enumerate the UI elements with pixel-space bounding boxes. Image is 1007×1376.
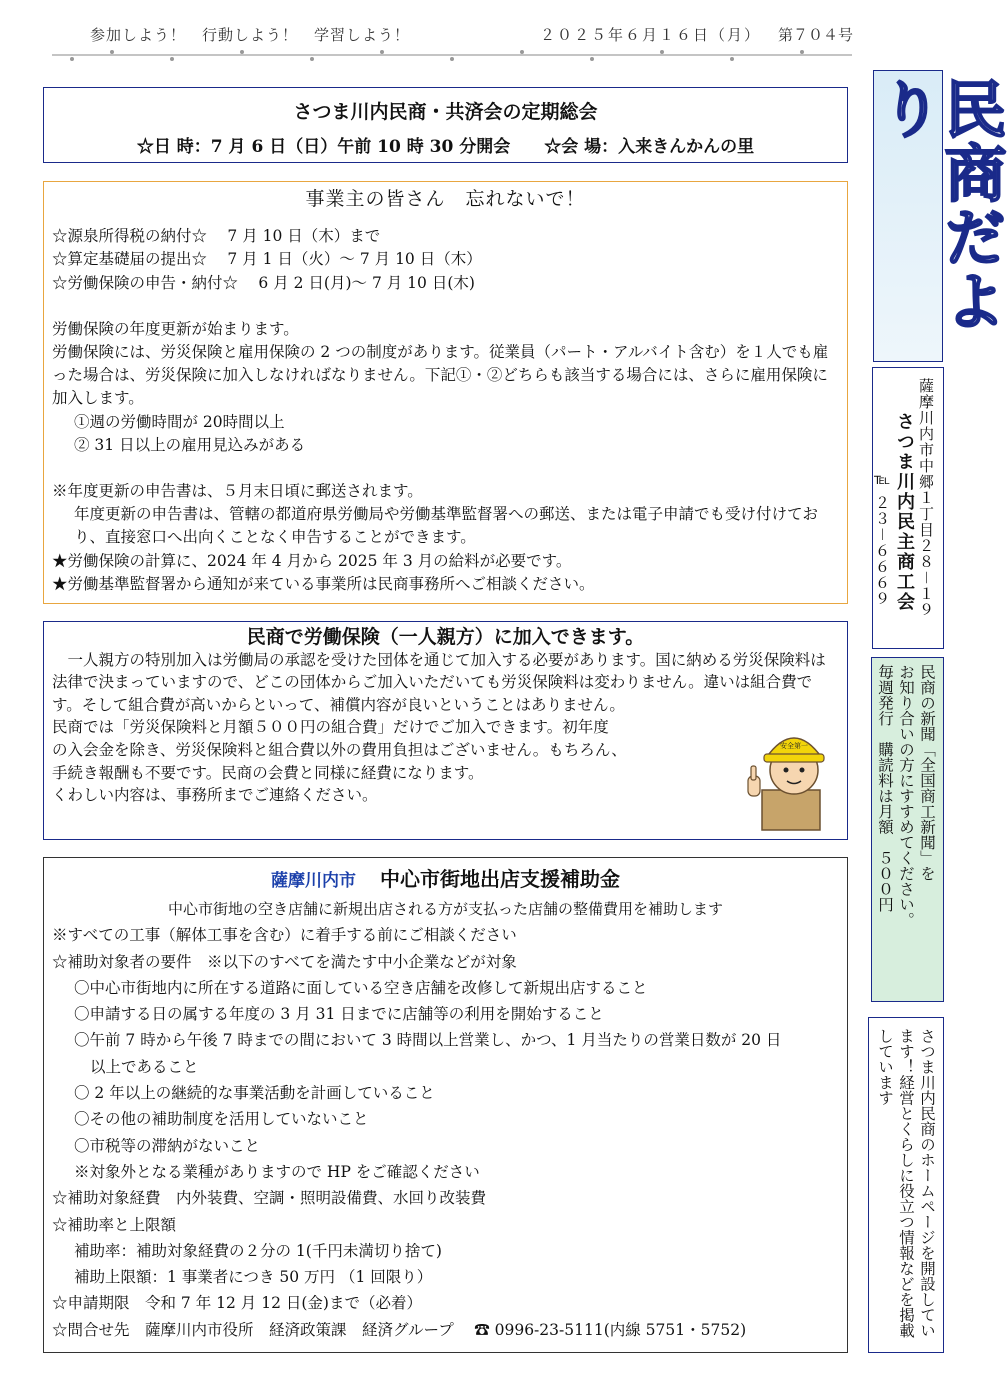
subsidy-box <box>43 857 848 1353</box>
condition-2: ② 31 日以上の雇用見込みがある <box>74 435 306 454</box>
deadline-item: ☆労働保険の申告・納付☆ 6 月 2 日(月)～ 7 月 10 日(木) <box>52 273 475 292</box>
requirement-item: 〇午前 7 時から午後 7 時までの間において 3 時間以上営業し、かつ、1 月当たりの営業日数が 20 日 <box>74 1031 782 1050</box>
worker-mascot-icon <box>742 718 837 830</box>
header-date: ２０２５年６月１６日（月） <box>540 26 762 44</box>
renewal-start: 労働保険の年度更新が始まります。 <box>52 319 299 338</box>
renewal-note-1: ※年度更新の申告書は、５月末日頃に郵送されます。 <box>52 482 423 501</box>
homepage-box <box>868 1017 944 1353</box>
insurance-title: 民商で労働保険（一人親方）に加入できます。 <box>246 626 645 648</box>
requirement-note: ※対象外となる業種がありますので HP をご確認ください <box>74 1162 480 1181</box>
subsidy-deadline: ☆申請期限 令和 7 年 12 月 12 日(金)まで（必着） <box>52 1294 422 1313</box>
condition-1: ①週の労働時間が 20時間以上 <box>74 412 285 431</box>
subsidy-heading <box>52 864 839 896</box>
requirement-item-cont: 以上であること <box>90 1057 199 1076</box>
renewal-note-2: 年度更新の申告書は、管轄の都道府県労働局や労働基準監督署への郵送、または電子申請でも受け付けており、直接窓口へ出向くことなく申告することができます。 <box>74 505 819 547</box>
address-box <box>872 367 944 649</box>
star-note-1: ★労働保険の計算に、2024 年 4 月から 2025 年 3 月の給料が必要です。 <box>52 551 572 570</box>
subsidy-title: 中心市街地出店支援補助金 <box>380 867 620 891</box>
subsidy-expenses: ☆補助対象経費 内外装費、空調・照明設備費、水回り改装費 <box>52 1189 487 1208</box>
deadline-item: ☆源泉所得税の納付☆ 7 月 10 日（木）まで <box>52 227 381 246</box>
newspaper-line-1: 民商の新聞「全国商工新聞」を <box>918 664 936 881</box>
subsidy-rate: 補助率：補助対象経費の２分の 1(千円未満切り捨て) <box>74 1241 442 1260</box>
newspaper-box <box>871 657 944 1002</box>
org-name: さつま川内民主商工会 <box>894 412 915 612</box>
header-slogan: 参加しよう！ 行動しよう！ 学習しよう！ <box>90 26 411 44</box>
insurance-para-2a: 民商では「労災保険料と月額５００円の組合費」だけでご加入できます。初年度 <box>52 718 609 737</box>
insurance-para-2b: の入会金を除き、労災保険料と組合費以外の費用負担はございません。もちろん、 <box>52 740 627 759</box>
mascot-label: 安全第一 <box>780 742 808 750</box>
insurance-box <box>43 621 848 840</box>
renewal-body: 労働保険には、労災保険と雇用保険の 2 つの制度があります。従業員（パート・アルバイト含む）を１人でも雇った場合は、労災保険に加入しなければなりません。下記①・②どちらも該当する場合には、さらに雇用保険に加入します。 <box>52 343 829 408</box>
requirement-item: 〇中心市街地内に所在する道路に面している空き店舗を改修して新規出店すること <box>74 978 648 997</box>
address-text: 薩摩川内市中郷１丁目２８－１９ <box>917 378 935 619</box>
insurance-para-2c: 手続き報酬も不要です。民商の会費と同様に経費になります。 <box>52 763 484 782</box>
header-issue: 第７０４号 <box>778 26 854 44</box>
newspaper-line-2: お知り合いの方にすすめてください。 <box>897 664 915 928</box>
homepage-text: さつま川内民商のホームページを開設しています！経営とくらしに役立つ情報などを掲載しています <box>876 1028 936 1338</box>
subsidy-subtitle: 中心市街地の空き店舗に新規出店される方が支払った店舗の整備費用を補助します <box>167 900 723 918</box>
insurance-para-1: 一人親方の特別加入は労働局の承認を受けた団体を通じて加入する必要があります。国に納める労災保険料は法律で決まっていますので、どこの団体からご加入いただいても労災保険料は変わりません。違いは組合費です。そして組合費が高いからといって、補償内容が良いということはありません。 <box>52 650 826 714</box>
newspaper-text <box>874 664 937 994</box>
meeting-box <box>43 87 848 163</box>
requirement-item: 〇その他の補助制度を活用していないこと <box>74 1110 369 1129</box>
phone-number: ℡ ２３－６６６９ <box>873 470 891 607</box>
masthead-title: 民商だより <box>870 77 1007 333</box>
star-note-2: ★労働基準監督署から通知が来ている事業所は民商事務所へご相談ください。 <box>52 574 595 593</box>
subsidy-line: ※すべての工事（解体工事を含む）に着手する前にご相談ください <box>52 926 517 945</box>
requirement-item: 〇 2 年以上の継続的な事業活動を計画していること <box>74 1084 435 1103</box>
subsidy-line: ☆補助対象者の要件 ※以下のすべてを満たす中小企業などが対象 <box>52 952 517 971</box>
newspaper-line-3: 毎週発行 購読料は月額 ５００円 <box>876 664 894 912</box>
subsidy-rate-head: ☆補助率と上限額 <box>52 1215 177 1234</box>
insurance-para-3: くわしい内容は、事務所までご連絡ください。 <box>52 786 378 805</box>
subsidy-limit: 補助上限額：1 事業者につき 50 万円 （1 回限り） <box>74 1268 433 1287</box>
deadline-item: ☆算定基礎届の提出☆ 7 月 1 日（火）～ 7 月 10 日（木） <box>52 250 482 269</box>
meeting-title: さつま川内民商・共済会の定期総会 <box>293 101 598 123</box>
meeting-details: ☆日 時：7 月 6 日（日）午前 10 時 30 分開会 ☆会 場：入来きんかんの里 <box>136 137 755 157</box>
requirement-item: 〇市税等の滞納がないこと <box>74 1136 261 1155</box>
subsidy-contact: ☆問合せ先 薩摩川内市役所 経済政策課 経済グループ ☎ 0996-23-5111(内線 5751・5752) <box>52 1320 747 1339</box>
masthead <box>870 70 1007 362</box>
requirement-item: 〇申請する日の属する年度の 3 月 31 日までに店舗等の利用を開始すること <box>74 1005 604 1024</box>
vine-divider <box>52 48 852 64</box>
reminder-box <box>43 181 848 604</box>
subsidy-city: 薩摩川内市 <box>271 871 356 891</box>
reminder-title: 事業主の皆さん 忘れないで！ <box>305 188 586 210</box>
